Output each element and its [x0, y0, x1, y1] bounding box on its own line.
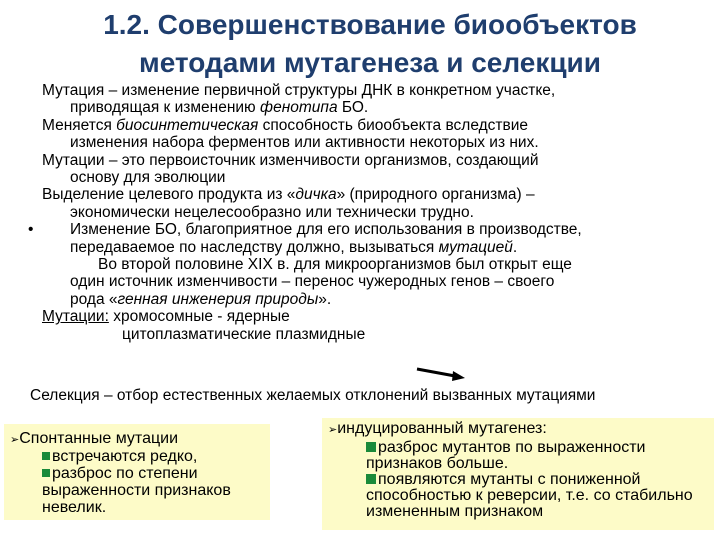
list-item: [42, 448, 266, 465]
paragraph-xix-century: [42, 256, 682, 308]
paragraph-biosynthetic: [42, 117, 682, 152]
paragraph-mutation-types-2: цитоплазматические плазмидные: [122, 325, 366, 343]
arrow-icon: [415, 365, 467, 383]
square-bullet-icon: [366, 442, 376, 452]
spontaneous-header-text: Спонтанные мутации: [19, 430, 178, 447]
list-item: [366, 440, 710, 472]
list-item: [366, 472, 710, 520]
induced-header: [328, 420, 547, 438]
text-line: один источник изменчивости – перенос чужеродных генов – своего: [70, 273, 555, 291]
text-fragment: .: [512, 238, 518, 256]
text-fragment: Меняется: [42, 116, 117, 134]
text-line: [70, 291, 682, 308]
square-bullet-icon: [42, 469, 50, 477]
text-fragment: ».: [318, 290, 332, 308]
text-fragment: БО.: [337, 99, 369, 117]
text-fragment: » (природного организма) –: [336, 186, 535, 204]
spontaneous-header: [10, 430, 178, 448]
text-fragment: – изменение первичной структуры ДНК в конкретном участке,: [104, 82, 556, 99]
list-item-text: появляются мутанты с пониженной способностью к реверсии, т.е. со стабильно измененным признаком: [366, 471, 693, 520]
main-text: [42, 82, 682, 343]
paragraph-mutation-types: [42, 308, 682, 325]
text-fragment: Мутации – это первоисточник изменчивости организмов, создающий: [42, 151, 539, 169]
list-item-text: разброс мутантов по выраженности признаков больше.: [366, 439, 646, 472]
paragraph-mutation-definition: [42, 82, 682, 117]
list-item-text: встречаются редко,: [52, 448, 198, 465]
square-bullet-icon: [366, 474, 376, 484]
text-fragment: передаваемое по наследству должно, вызываться: [70, 238, 439, 256]
spontaneous-items: [42, 448, 266, 516]
selection-definition: Селекция – отбор естественных желаемых отклонений вызванных мутациями: [30, 387, 596, 404]
paragraph-variability-source: [42, 152, 682, 187]
paragraph-target-product: [42, 186, 682, 221]
text-line: основу для эволюции: [70, 169, 226, 187]
text-fragment: приводящая к изменению: [70, 99, 260, 117]
title-line-1: 1.2. Совершенствование биообъектов: [103, 9, 637, 40]
slide-title: [40, 6, 700, 82]
spontaneous-mutations-box: [4, 424, 270, 520]
induced-items: [366, 440, 710, 520]
list-item-text: разброс по степени выраженности признаков невелик.: [42, 465, 231, 516]
term-mutation: Мутация: [42, 82, 105, 99]
text-line: [42, 99, 682, 116]
arrow-bullet-icon: ➢: [328, 424, 338, 436]
term-mutation-italic: мутацией: [438, 238, 513, 256]
text-fragment: рода «: [70, 290, 118, 308]
text-line: изменения набора ферментов или активности некоторых из них.: [70, 134, 539, 152]
induced-header-text: индуцированный мутагенез:: [337, 420, 547, 437]
bullet-bo-change: [42, 221, 682, 256]
text-line: [70, 239, 682, 256]
term-phenotype: фенотипа: [259, 99, 338, 117]
text-fragment: Во второй половине XIX в. для микроорганизмов был открыт еще: [98, 256, 572, 274]
text-fragment: Изменение БО, благоприятное для его использования в производстве,: [70, 221, 582, 239]
induced-mutagenesis-box: [322, 418, 714, 530]
text-fragment: Выделение целевого продукта из «: [42, 186, 296, 204]
text-fragment: способность биообъекта вследствие: [258, 116, 529, 134]
arrow-bullet-icon: ➢: [10, 434, 20, 446]
term-genetic-engineering: генная инженерия природы: [117, 290, 319, 308]
term-mutations-underlined: Мутации:: [42, 308, 109, 326]
text-fragment: хромосомные - ядерные: [108, 308, 290, 326]
square-bullet-icon: [42, 452, 50, 460]
title-line-2: методами мутагенеза и селекции: [139, 47, 601, 78]
text-line: экономически нецелесообразно или технически трудно.: [70, 203, 474, 221]
list-item: [42, 465, 266, 516]
term-biosynthetic: биосинтетическая: [116, 116, 259, 134]
term-wild-type: дичка: [295, 186, 337, 204]
